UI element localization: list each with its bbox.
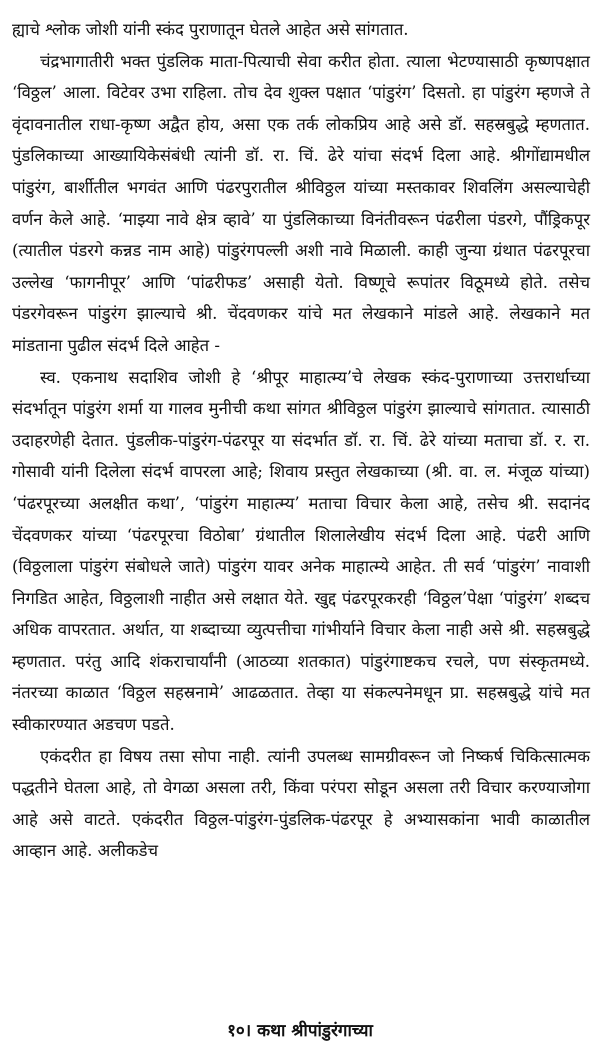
page-footer: १०। कथा श्रीपांडुरंगाच्या xyxy=(227,1021,373,1041)
paragraph-references: स्व. एकनाथ सदाशिव जोशी हे ‘श्रीपूर माहात्म्य’चे लेखक स्कंद-पुराणाच्या उत्तरार्धाच्या संदर्भातून पांडुरंग शर्मा या गालव मुनीची कथा सांगत श्रीविठ्ठल पांडुरंग झाल्याचे सांगतात. त्यासाठी उदाहरणेही देतात. पुंडलीक-पांडुरंग-पंढरपूर या संदर्भात डॉ. रा. चिं. ढेरे यांच्या मताचा डॉ. र. रा. गोसावी यांनी दिलेला संदर्भ वापरला आहे; शिवाय प्रस्तुत लेखकाच्या (श्री. वा. ल. मंजूळ यांच्या) ‘पंढरपूरच्या अलक्षीत कथा’, ‘पांडुरंग माहात्म्य’ मताचा विचार केला आहे, तसेच श्री. सदानंद चेंदवणकर यांच्या ‘पंढरपूरचा विठोबा’ ग्रंथातील शिलालेखीय संदर्भ दिला आहे. पंढरी आणि (विठ्ठलाला पांडुरंग संबोधले जाते) पांडुरंग यावर अनेक माहात्म्ये आहेत. ती सर्व ‘पांडुरंग’ नावाशी निगडित आहेत, विठ्ठलाशी नाहीत असे लक्षात येते. खुद्द पंढरपूरकरही ‘विठ्ठल’पेक्षा ‘पांडुरंग’ शब्दच अधिक वापरतात. अर्थात, या शब्दाच्या व्युत्पत्तीचा गांभीर्याने विचार केला नाही असे श्री. सहस्रबुद्धे म्हणतात. परंतु आदि शंकराचार्यांनी (आठव्या शतकात) पांडुरंगाष्टकच रचले, पण संस्कृतमध्ये. नंतरच्या काळात ‘विठ्ठल सहस्रनामे’ आढळतात. तेव्हा या संकल्पनेमधून प्रा. सहस्रबुद्धे यांचे मत स्वीकारण्यात अडचण पडते. xyxy=(12,367,590,735)
paragraph-continuation: ह्याचे श्लोक जोशी यांनी स्कंद पुराणातून घेतले आहेत असे सांगतात. xyxy=(12,20,409,39)
page-body xyxy=(12,14,590,867)
paragraph-pundalik-legend: चंद्रभागातीरी भक्त पुंडलिक माता-पित्याची सेवा करीत होता. त्याला भेटण्यासाठी कृष्णपक्षात ‘विठ्ठल’ आला. विटेवर उभा राहिला. तोच देव शुक्ल पक्षात ‘पांडुरंग’ दिसतो. हा पांडुरंग म्हणजे ते वृंदावनातील राधा-कृष्ण अद्वैत होय, असा एक तर्क लोकप्रिय आहे असे डॉ. सहस्रबुद्धे म्हणतात. पुंडलिकाच्या आख्यायिकेसंबंधी त्यांनी डॉ. रा. चिं. ढेरे यांचा संदर्भ दिला आहे. श्रीगोंद्यामधील पांडुरंग, बार्शीतील भगवंत आणि पंढरपुरातील श्रीविठ्ठल यांच्या मस्तकावर शिवलिंग असल्याचेही वर्णन केले आहे. ‘माझ्या नावे क्षेत्र व्हावे’ या पुंडलिकाच्या विनंतीवरून पंढरीला पंडरगे, पौंड्रिकपूर (त्यातील पंडरगे कन्नड नाम आहे) पांडुरंगपल्ली अशी नावे मिळाली. काही जुन्या ग्रंथात पंढरपूरचा उल्लेख ‘फागनीपूर’ आणि ‘पांढरीफड’ असाही येतो. विष्णूचे रूपांतर विठूमध्ये होते. तसेच पंडरगेवरून पांडुरंग झाल्याचे श्री. चेंदवणकर यांचे मत लेखकाने मांडले आहे. लेखकाने मत मांडताना पुढील संदर्भ दिले आहेत - xyxy=(12,51,590,355)
paragraph-conclusion: एकंदरीत हा विषय तसा सोपा नाही. त्यांनी उपलब्ध सामग्रीवरून जो निष्कर्ष चिकित्सात्मक पद्धतीने घेतला आहे, तो वेगळा असला तरी, किंवा परंपरा सोडून असला तरी विचार करण्याजोगा आहे असे वाटते. एकंदरीत विठ्ठल-पांडुरंग-पुंडलिक-पंढरपूर हे अभ्यासकांना भावी काळातील आव्हान आहे. अलीकडेच xyxy=(12,746,590,861)
